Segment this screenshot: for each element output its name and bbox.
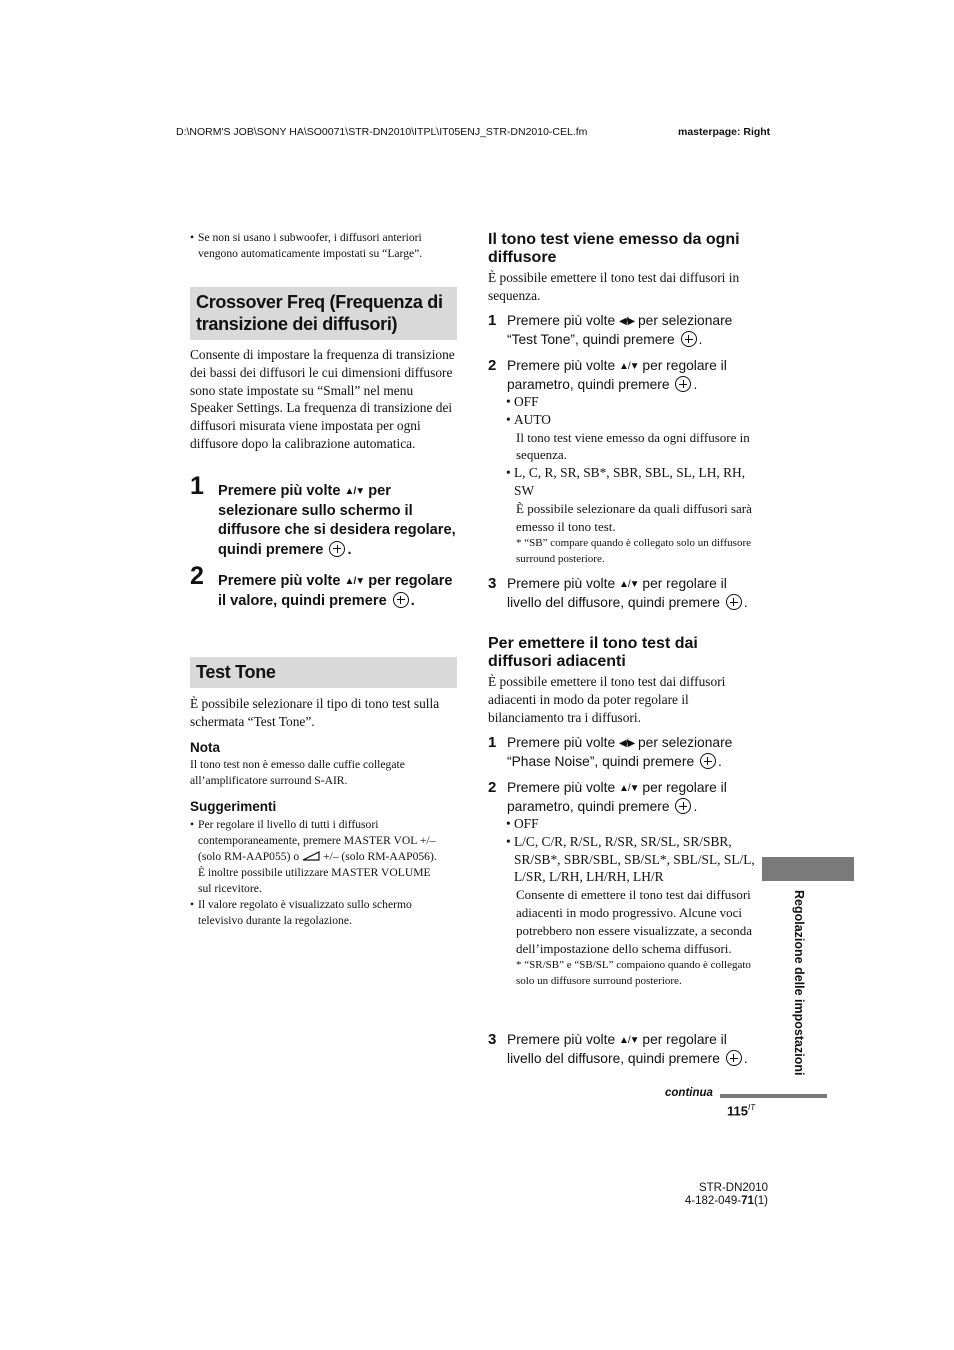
part-number: 4-182-049-71(1) [684,1195,768,1207]
page-number: $115^{IT}$ [727,1103,756,1119]
enter-button-icon [675,798,691,814]
testtone-title: Test Tone [196,662,276,682]
step-number: 2 [488,357,497,374]
sec1-step-2: 2 Premere più volte ▲/▼ per regolare il parametro, quindi premere . [488,357,727,392]
up-down-arrows-icon: ▲/▼ [618,783,639,794]
enter-button-icon [675,376,691,392]
model-code: STR-DN2010 [698,1182,768,1194]
option-item: • OFF [506,393,758,411]
crossover-title: Crossover Freq (Frequenza di transizione dei diffusori) [196,292,443,334]
option-item: • L, C, R, SR, SB*, SBR, SBL, SL, LH, RH, SW [506,464,758,500]
sec2-step-1: 1 Premere più volte ◀/▶ per selezionare “Phase Noise”, quindi premere . [488,734,733,769]
sec1-step-1: 1 Premere più volte ◀/▶ per selezionare “Test Tone”, quindi premere . [488,312,733,347]
footnote: * “SB” compare quando è collegato solo un diffusore surround posteriore. [516,537,752,565]
option-item: • L/C, C/R, R/SL, R/SR, SR/SL, SR/SBR, SR/SB*, SBR/SBL, SB/SL*, SBL/SL, SL/L, L/SR, L/RH, LH/RH, LH/R [506,833,758,886]
sec1-heading: Il tono test viene emesso da ogni diffusore [488,231,740,266]
nota-heading: Nota [190,740,220,755]
volume-wedge-icon [302,851,320,861]
up-down-arrows-icon: ▲/▼ [344,486,365,497]
option-desc: Consente di emettere il tono test dai diffusori adiacenti in modo progressivo. Alcune voci potrebbero non essere visualizzate, a seconda dell’impostazione dello schema diffusori. [516,887,753,956]
sec1-body: È possibile emettere il tono test dai diffusori in sequenza. [488,270,740,303]
sec2-heading: Per emettere il tono test dai diffusori adiacenti [488,635,698,670]
nota-body: Il tono test non è emesso dalle cuffie collegate all’amplificatore surround S-AIR. [190,758,405,787]
continua-bar [720,1094,827,1098]
suggerimenti-list [190,817,440,929]
intro-note [190,230,458,262]
intro-bullet: • Se non si usano i subwoofer, i diffusori anteriori vengono automaticamente impostati su “Large”. [190,230,458,262]
suggerimento-item: • Per regolare il livello di tutti i diffusori contemporaneamente, premere MASTER VOL +/– (solo RM-AAP055) o +/– (solo RM-AAP056). È inoltre possibile utilizzare MASTER VOLUME sul ricevitore. [190,817,440,897]
enter-button-icon [726,594,742,610]
option-desc: Il tono test viene emesso da ogni diffusore in sequenza. [516,429,750,463]
up-down-arrows-icon: ▲/▼ [344,576,365,587]
crossover-step-1: 1 Premere più volte ▲/▼ per selezionare sullo schermo il diffusore che si desidera regolare, quindi premere . [190,472,456,558]
sec1-options [506,393,758,567]
testtone-section-bar [190,657,457,688]
header-file-path: D:\NORM'S JOB\SONY HA\SO0071\STR-DN2010\ITPL\IT05ENJ_STR-DN2010-CEL.fm [176,126,588,138]
sec2-body: È possibile emettere il tono test dai diffusori adiacenti in modo da poter regolare il bilanciamento tra i diffusori. [488,674,726,725]
sec1-step-3: 3 Premere più volte ▲/▼ per regolare il livello del diffusore, quindi premere . [488,575,748,610]
section-tab-label: Regolazione delle impostazioni [792,890,806,1076]
sec2-step-2: 2 Premere più volte ▲/▼ per regolare il parametro, quindi premere . [488,779,727,814]
up-down-arrows-icon: ▲/▼ [618,579,639,590]
enter-button-icon [681,331,697,347]
step-number: 3 [488,575,497,592]
option-desc: È possibile selezionare da quali diffusori sarà emesso il tono test. [516,500,752,534]
testtone-body: È possibile selezionare il tipo di tono test sulla schermata “Test Tone”. [190,696,440,729]
option-item: • AUTO [506,411,758,429]
section-tab-bar [762,857,854,881]
step-number: 1 [190,472,204,500]
crossover-step-2: 2 Premere più volte ▲/▼ per regolare il valore, quindi premere . [190,562,453,609]
sec2-options [506,815,758,989]
enter-button-icon [726,1050,742,1066]
left-right-arrows-icon: ◀/▶ [618,738,635,749]
up-down-arrows-icon: ▲/▼ [618,361,639,372]
enter-button-icon [329,541,345,557]
footnote: * “SR/SB” e “SB/SL” compaiono quando è collegato solo un diffusore surround posteriore. [516,959,751,987]
step-number: 1 [488,312,497,329]
crossover-body: Consente di impostare la frequenza di transizione dei bassi dei diffusori le cui dimensioni diffusore sono state impostate su “Small” nel menu Speaker Settings. La frequenza di transizione dei diffusori misurata viene impostata per ogni diffusore dopo la calibrazione automatica. [190,347,455,451]
header-masterpage: masterpage: Right [678,126,771,138]
step-number: 2 [190,562,204,590]
step-number: 1 [488,734,497,751]
step-number: 3 [488,1031,497,1048]
enter-button-icon [393,592,409,608]
crossover-section-bar [190,287,457,340]
suggerimenti-heading: Suggerimenti [190,799,277,814]
continua-label: continua [665,1087,713,1099]
up-down-arrows-icon: ▲/▼ [618,1035,639,1046]
enter-button-icon [700,753,716,769]
step-number: 2 [488,779,497,796]
sec2-step-3: 3 Premere più volte ▲/▼ per regolare il livello del diffusore, quindi premere . [488,1031,748,1066]
suggerimento-item: • Il valore regolato è visualizzato sullo schermo televisivo durante la regolazione. [190,897,440,929]
left-right-arrows-icon: ◀/▶ [618,316,635,327]
option-item: • OFF [506,815,758,833]
